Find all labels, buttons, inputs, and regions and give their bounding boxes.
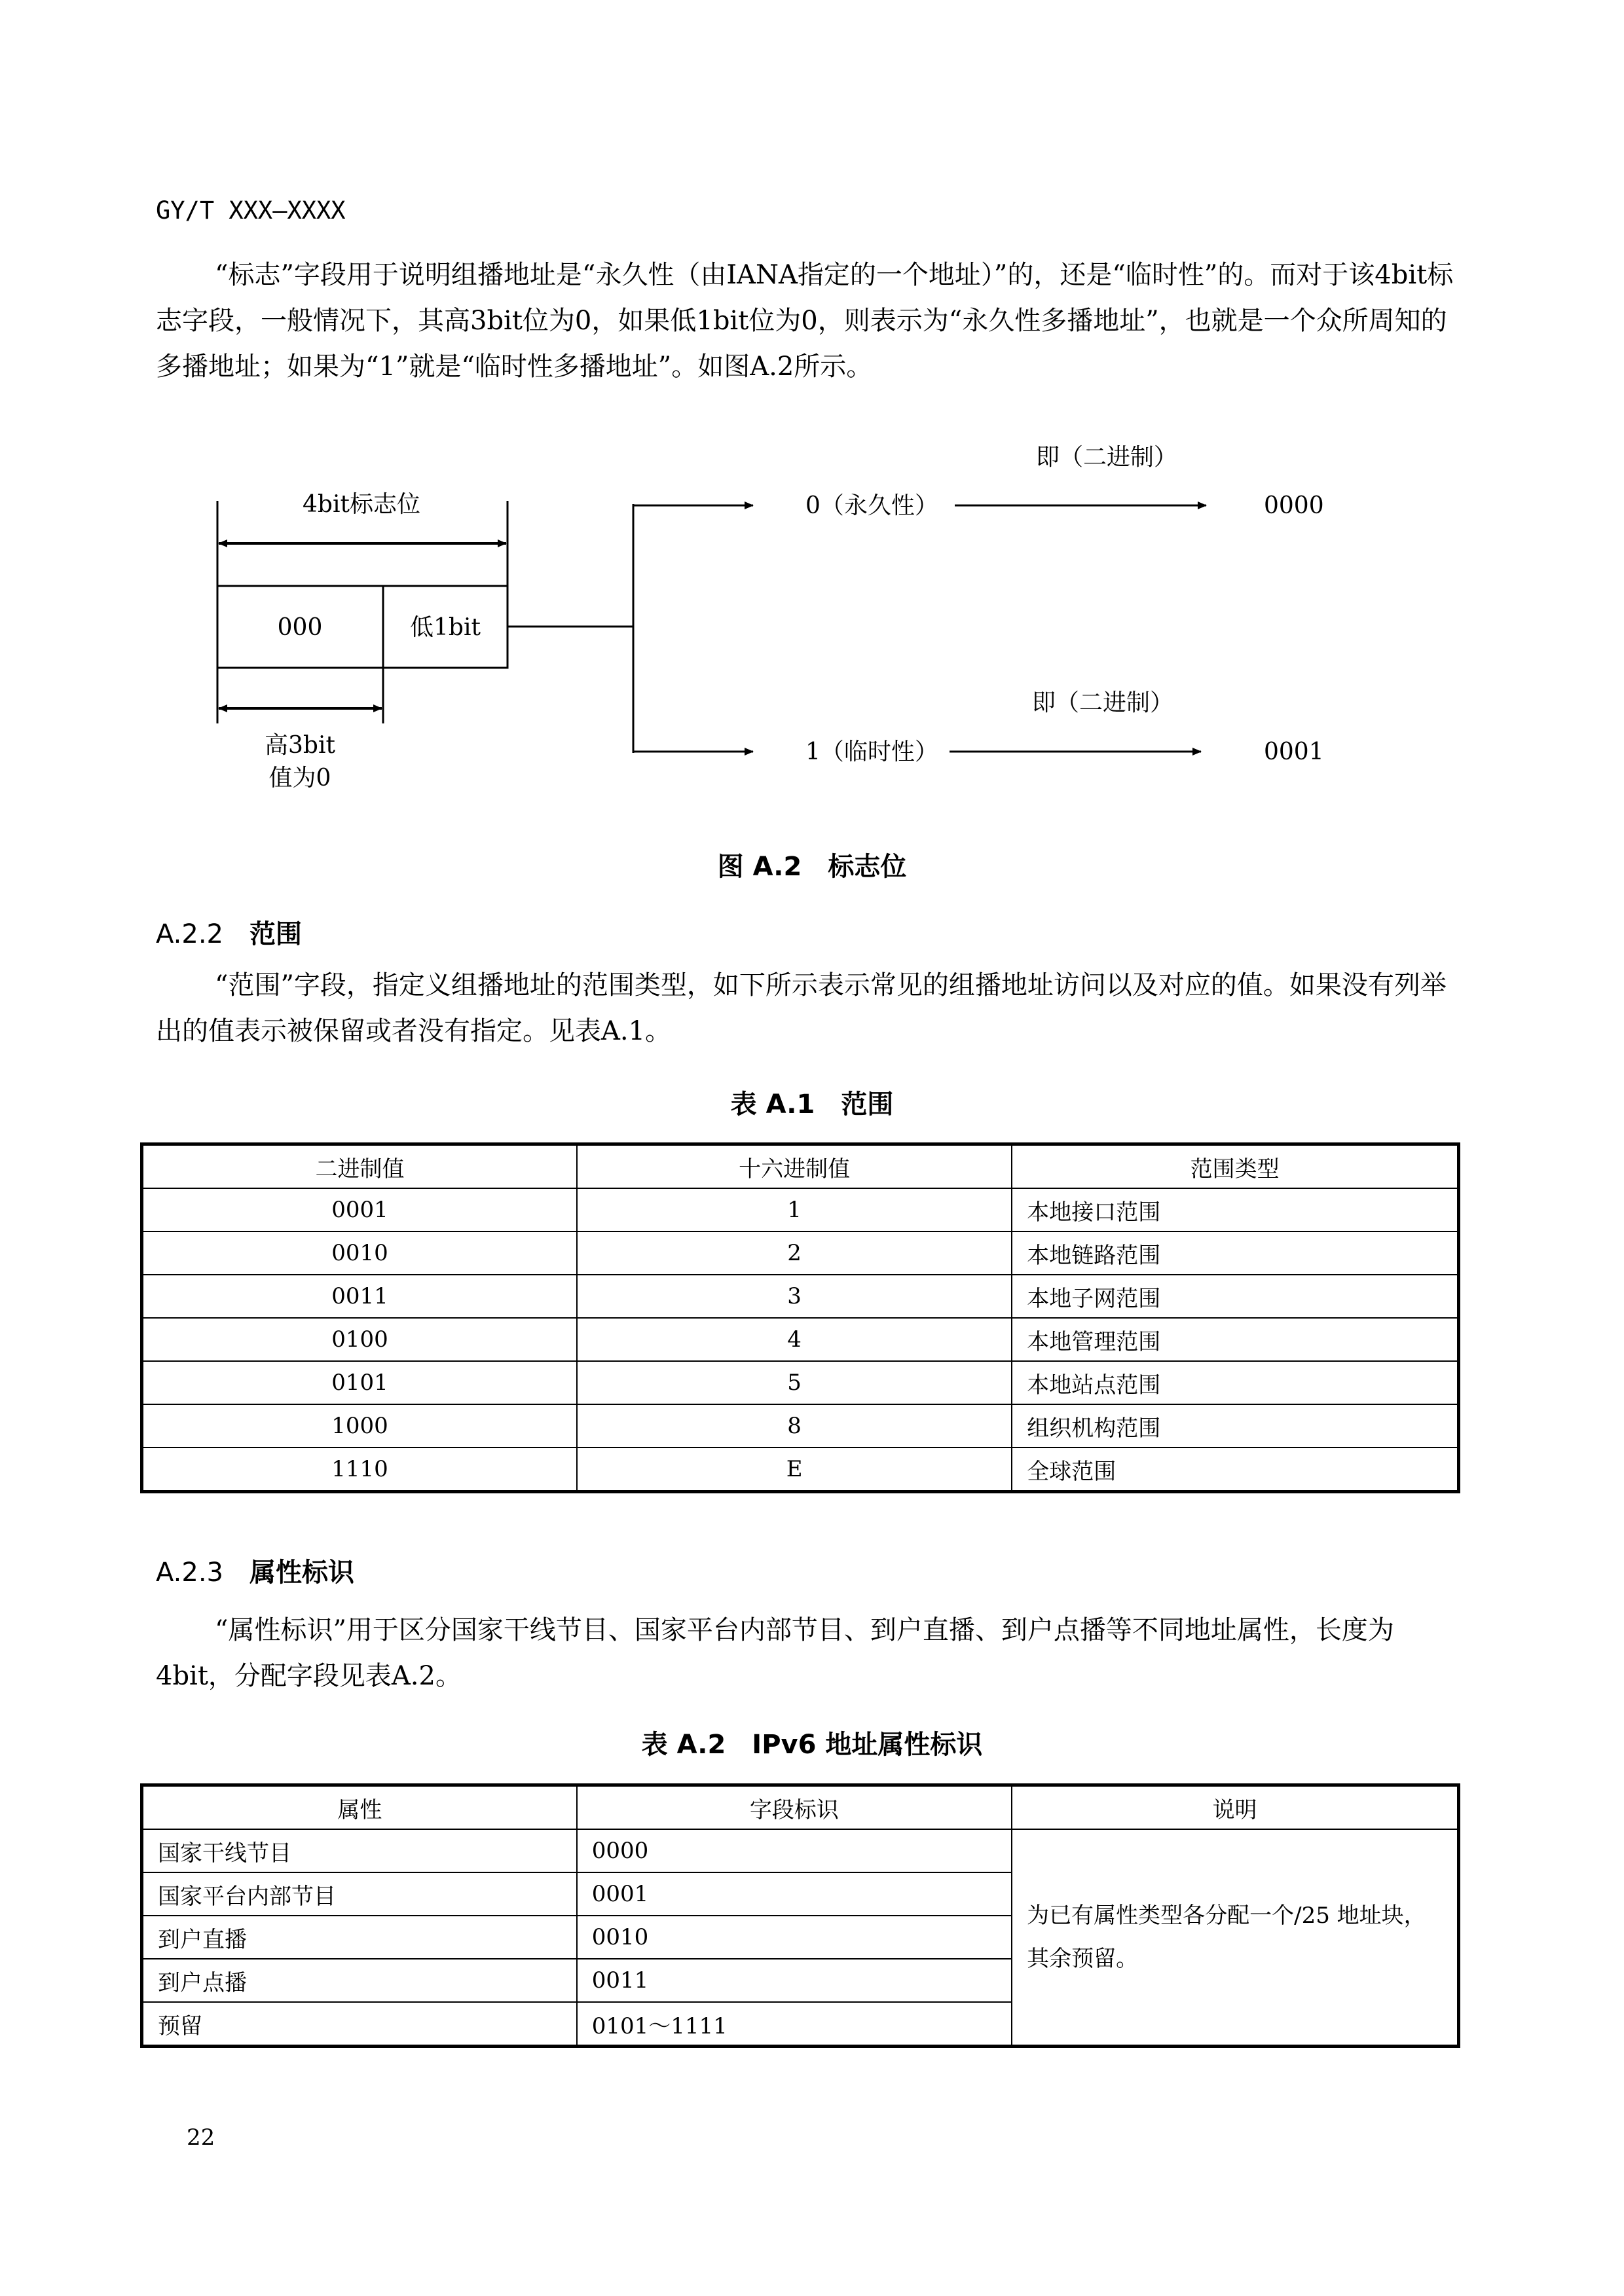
table-a1-caption: 表 A.1 范围 <box>730 1089 894 1120</box>
cell-range-type: 本地子网范围 <box>1012 1275 1458 1318</box>
cell-attribute: 国家平台内部节目 <box>142 1872 577 1916</box>
branch-permanent-label: 0（永久性） <box>805 492 938 519</box>
branch-temporary-arrow-label: 即（二进制） <box>1031 689 1174 716</box>
label-high-3bit: 高3bit <box>265 732 335 759</box>
label-4bit: 4bit标志位 <box>303 491 420 518</box>
cell-binary: 1110 <box>142 1448 577 1492</box>
cell-range-type: 本地管理范围 <box>1012 1318 1458 1361</box>
page-number: 22 <box>187 2124 215 2151</box>
cell-attribute: 预留 <box>142 2002 577 2047</box>
table-row <box>142 1361 1459 1404</box>
branch-permanent-value: 0000 <box>1264 492 1324 519</box>
cell-binary: 0100 <box>142 1318 577 1361</box>
cell-range-type: 组织机构范围 <box>1012 1404 1458 1448</box>
cell-hex: 4 <box>577 1318 1012 1361</box>
table-row <box>142 1188 1459 1231</box>
cell-hex: 3 <box>577 1275 1012 1318</box>
header-field-id: 字段标识 <box>577 1785 1012 1830</box>
label-high-value: 值为0 <box>268 765 331 792</box>
flag-bits-diagram <box>196 432 1375 812</box>
cell-binary: 0001 <box>142 1188 577 1231</box>
document-code: GY/T XXX—XXXX <box>156 196 346 225</box>
section-a22-heading <box>156 913 302 951</box>
section-a22-paragraph: “范围”字段，指定义组播地址的范围类型，如下所示表示常见的组播地址访问以及对应的值。如果没有列举出的值表示被保留或者没有指定。见表A.1。 <box>156 970 1447 1046</box>
section-a22-title: 范围 <box>249 919 302 949</box>
cell-field-id: 0011 <box>577 1959 1012 2002</box>
cell-range-type: 本地站点范围 <box>1012 1361 1458 1404</box>
box-low-bit: 低1bit <box>410 614 481 641</box>
table-header-row <box>142 1144 1459 1189</box>
table-row <box>142 1404 1459 1448</box>
cell-hex: 1 <box>577 1188 1012 1231</box>
cell-field-id: 0101～1111 <box>577 2002 1012 2047</box>
section-a23-number: A.2.3 <box>156 1558 223 1588</box>
cell-attribute: 到户点播 <box>142 1959 577 2002</box>
header-hex: 十六进制值 <box>577 1144 1012 1189</box>
cell-range-type: 本地链路范围 <box>1012 1231 1458 1275</box>
box-high-bits: 000 <box>277 614 323 641</box>
table-row <box>142 1448 1459 1492</box>
cell-hex: E <box>577 1448 1012 1492</box>
section-a23-heading <box>156 1552 354 1589</box>
header-binary: 二进制值 <box>142 1144 577 1189</box>
cell-hex: 8 <box>577 1404 1012 1448</box>
section-a23-title: 属性标识 <box>249 1558 354 1588</box>
attribute-table <box>140 1783 1460 2048</box>
cell-attribute: 国家干线节目 <box>142 1829 577 1872</box>
cell-binary: 0011 <box>142 1275 577 1318</box>
table-row <box>142 1231 1459 1275</box>
figure-caption: 图 A.2 标志位 <box>717 852 907 882</box>
header-description: 说明 <box>1012 1785 1458 1830</box>
table-row <box>142 1275 1459 1318</box>
cell-range-type: 本地接口范围 <box>1012 1188 1458 1231</box>
branch-temporary-value: 0001 <box>1264 738 1324 765</box>
cell-attribute: 到户直播 <box>142 1916 577 1959</box>
intro-paragraph: “标志”字段用于说明组播地址是“永久性（由IANA指定的一个地址）”的，还是“临时性”的。而对于该4bit标志字段，一般情况下，其高3bit位为0，如果低1bit位为0，则表示为“永久性多播地址”，也就是一个众所周知的多播地址；如果为“1”就是“临时性多播地址”。如图A.2所示。 <box>156 260 1454 382</box>
cell-hex: 2 <box>577 1231 1012 1275</box>
table-header-row <box>142 1785 1459 1830</box>
section-a23-paragraph: “属性标识”用于区分国家干线节目、国家平台内部节目、到户直播、到户点播等不同地址属性，长度为4bit，分配字段见表A.2。 <box>156 1615 1394 1691</box>
section-a22-number: A.2.2 <box>156 919 223 949</box>
cell-binary: 0010 <box>142 1231 577 1275</box>
cell-description: 为已有属性类型各分配一个/25 地址块，其余预留。 <box>1012 1829 1458 2047</box>
cell-range-type: 全球范围 <box>1012 1448 1458 1492</box>
branch-temporary-label: 1（临时性） <box>805 738 938 765</box>
cell-field-id: 0010 <box>577 1916 1012 1959</box>
header-attribute: 属性 <box>142 1785 577 1830</box>
cell-binary: 1000 <box>142 1404 577 1448</box>
header-range-type: 范围类型 <box>1012 1144 1458 1189</box>
table-row <box>142 1318 1459 1361</box>
cell-field-id: 0001 <box>577 1872 1012 1916</box>
cell-hex: 5 <box>577 1361 1012 1404</box>
table-a2-caption: 表 A.2 IPv6 地址属性标识 <box>641 1730 983 1760</box>
cell-binary: 0101 <box>142 1361 577 1404</box>
branch-permanent-arrow-label: 即（二进制） <box>1035 444 1178 471</box>
table-row <box>142 1829 1459 1872</box>
cell-field-id: 0000 <box>577 1829 1012 1872</box>
range-table <box>140 1142 1460 1493</box>
